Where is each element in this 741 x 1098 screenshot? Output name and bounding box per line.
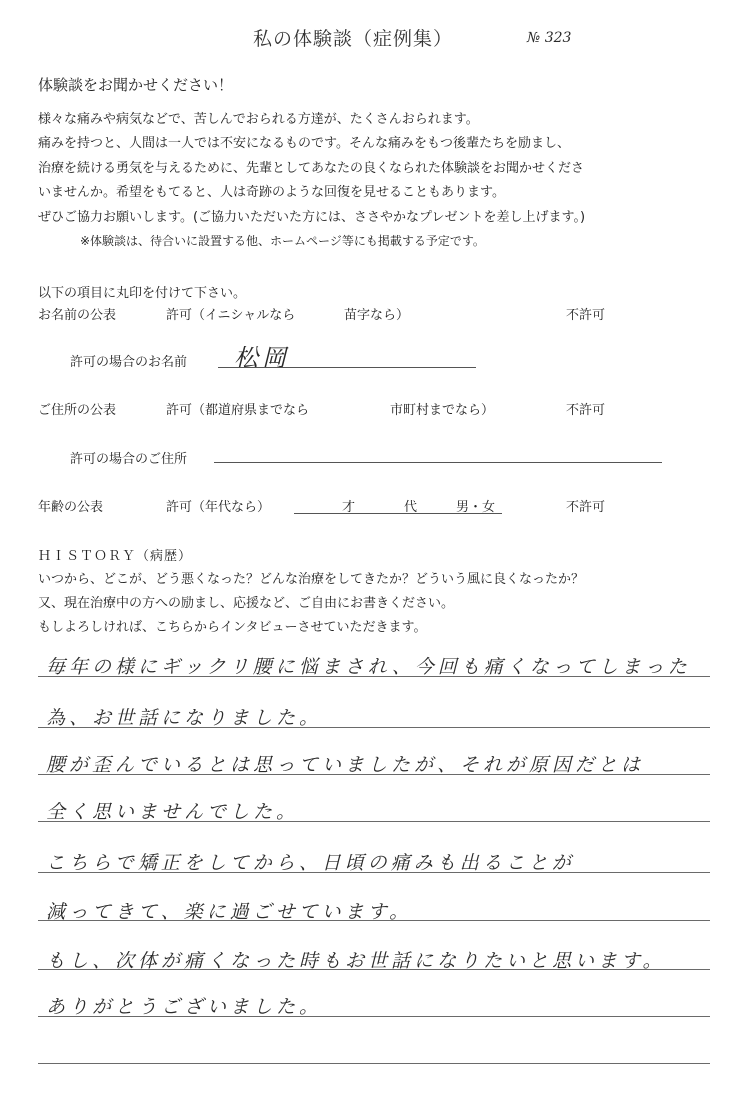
handwritten-line: もし、次体が痛くなった時もお世話になりたいと思います。 xyxy=(46,950,666,972)
writing-rule xyxy=(38,969,710,970)
name-field-underline xyxy=(218,367,476,368)
history-prompt: 又、現在治療中の方への励まし、応援など、ご自由にお書きください。 xyxy=(38,596,455,611)
age-option-decade[interactable]: 許可（年代なら） xyxy=(166,500,271,515)
handwritten-line: 全く思いませんでした。 xyxy=(46,801,300,823)
handwritten-line: 為、お世話になりました。 xyxy=(46,707,323,729)
writing-rule xyxy=(38,872,710,873)
name-option-surname[interactable]: 苗字なら） xyxy=(344,308,410,323)
writing-rule xyxy=(38,676,710,677)
writing-rule xyxy=(38,920,710,921)
form-instruction: 以下の項目に丸印を付けて下さい。 xyxy=(38,286,247,301)
age-publish-label: 年齢の公表 xyxy=(38,500,104,515)
history-prompt: いつから、どこが、どう悪くなった？どんな治療をしてきたか？どういう風に良くなったか？ xyxy=(38,572,585,587)
case-number: № 323 xyxy=(527,30,572,46)
name-option-initial[interactable]: 許可（イニシャルなら xyxy=(166,308,296,323)
handwritten-line: ありがとうございました。 xyxy=(46,996,323,1018)
history-prompt: もしよろしければ、こちらからインタビューさせていただきます。 xyxy=(38,620,427,635)
age-option-deny[interactable]: 不許可 xyxy=(566,500,606,515)
address-option-city[interactable]: 市町村までなら） xyxy=(390,403,495,418)
writing-rule xyxy=(38,1063,710,1064)
writing-rule xyxy=(38,774,710,775)
address-field-underline xyxy=(214,462,662,463)
intro-line: いませんか。希望をもてると、人は奇跡のような回復を見せることもあります。 xyxy=(38,185,505,200)
address-option-prefecture[interactable]: 許可（都道府県までなら xyxy=(166,403,310,418)
gender-options[interactable]: 男・女 xyxy=(456,500,496,515)
intro-line: 治療を続ける勇気を与えるために、先輩としてあなたの良くなられた体験談をお聞かせくださ xyxy=(38,161,585,176)
name-field-label: 許可の場合のお名前 xyxy=(70,355,188,370)
age-field-underline xyxy=(294,513,502,514)
intro-line: 痛みを持つと、人間は一人では不安になるものです。そんな痛みをもつ後輩たちを励まし、 xyxy=(38,136,570,151)
history-heading: ＨＩＳＴＯＲＹ（病歴） xyxy=(38,549,193,564)
name-option-deny[interactable]: 不許可 xyxy=(566,308,606,323)
intro-line: ぜひご協力お願いします。(ご協力いただいた方には、ささやかなプレゼントを差し上げます。) xyxy=(38,210,586,225)
writing-rule xyxy=(38,1016,710,1017)
name-publish-label: お名前の公表 xyxy=(38,308,117,323)
address-publish-label: ご住所の公表 xyxy=(38,403,117,418)
age-unit-decade: 代 xyxy=(404,500,418,515)
handwritten-line: 毎年の様にギックリ腰に悩まされ、今回も痛くなってしまった xyxy=(46,656,691,678)
writing-rule xyxy=(38,727,710,728)
page-title: 私の体験談（症例集） xyxy=(253,28,454,50)
age-unit-years: 才 xyxy=(342,500,356,515)
address-field-label: 許可の場合のご住所 xyxy=(70,452,188,467)
handwritten-line: こちらで矯正をしてから、日頃の痛みも出ることが xyxy=(46,852,575,874)
intro-note: ※体験談は、待合いに設置する他、ホームページ等にも掲載する予定です。 xyxy=(80,234,485,248)
address-option-deny[interactable]: 不許可 xyxy=(566,403,606,418)
handwritten-line: 腰が歪んでいるとは思っていましたが、それが原因だとは xyxy=(46,754,645,776)
writing-rule xyxy=(38,821,710,822)
name-field-value[interactable]: 松岡 xyxy=(234,344,290,372)
handwritten-line: 減ってきて、楽に過ごせています。 xyxy=(46,901,413,923)
intro-line: 様々な痛みや病気などで、苦しんでおられる方達が、たくさんおられます。 xyxy=(38,112,479,127)
intro-heading: 体験談をお聞かせください！ xyxy=(38,76,234,94)
